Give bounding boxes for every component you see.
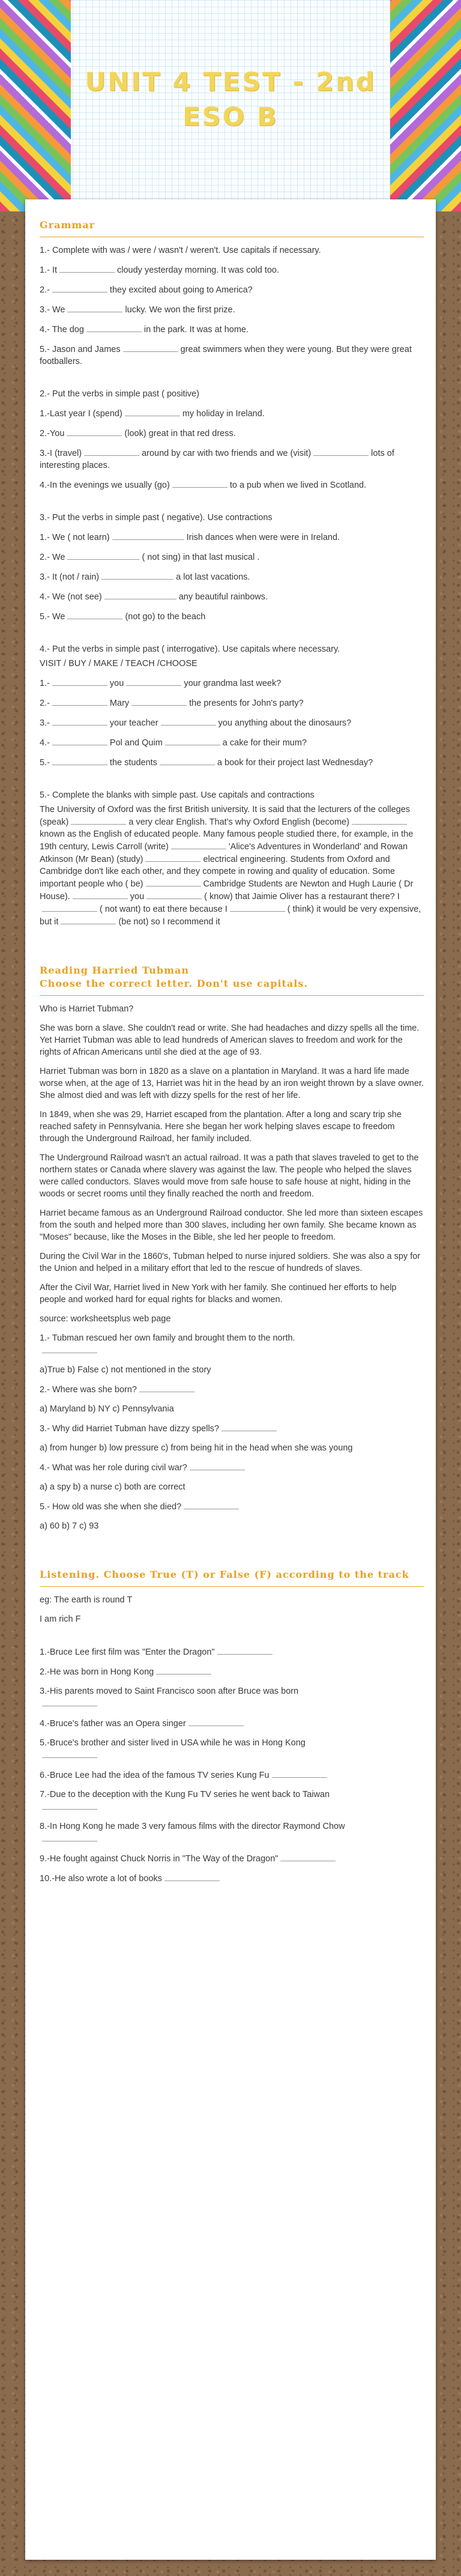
answer-blank[interactable] — [42, 1801, 97, 1810]
ex4-item: 3.- your teacher you anything about the dinosaurs? — [40, 717, 424, 729]
answer-blank[interactable] — [184, 1500, 239, 1509]
answer-blank[interactable] — [112, 531, 184, 540]
ex4-instruction: 4.- Put the verbs in simple past ( interrogative). Use capitals where necessary. — [40, 644, 340, 654]
answer-blank[interactable] — [160, 756, 215, 765]
ex3-item: 2.- We ( not sing) in that last musical . — [40, 551, 424, 563]
listening-item: 4.-Bruce's father was an Opera singer — [40, 1717, 424, 1730]
answer-blank[interactable] — [352, 816, 407, 825]
ex5-instruction: 5.- Complete the blanks with simple past. Use capitals and contractions — [40, 790, 315, 800]
answer-blank[interactable] — [171, 840, 226, 849]
ex1-item: 5.- Jason and James great swimmers when they were young. But they were great footballers. — [40, 343, 424, 368]
answer-blank[interactable] — [165, 736, 220, 745]
listening-item: 8.-In Hong Kong he made 3 very famous films with the director Raymond Chow — [40, 1820, 424, 1845]
ex1-item: 4.- The dog in the park. It was at home. — [40, 323, 424, 336]
answer-blank[interactable] — [280, 1852, 336, 1861]
answer-blank[interactable] — [52, 677, 107, 686]
reading-q5-options: a) 60 b) 7 c) 93 — [40, 1521, 99, 1531]
listening-item: 9.-He fought against Chuck Norris in "The Way of the Dragon" — [40, 1852, 424, 1865]
answer-blank[interactable] — [272, 1769, 327, 1778]
page-title: UNIT 4 TEST - 2nd ESO B — [85, 67, 376, 132]
reading-q1-options: a)True b) False c) not mentioned in the story — [40, 1365, 211, 1375]
chevron-decoration-left — [0, 0, 71, 211]
answer-blank[interactable] — [52, 736, 107, 745]
ex3-item: 5.- We (not go) to the beach — [40, 610, 424, 623]
answer-blank[interactable] — [146, 890, 202, 899]
ex2-item: 2.-You (look) great in that red dress. — [40, 427, 424, 440]
answer-blank[interactable] — [131, 697, 187, 706]
answer-blank[interactable] — [161, 717, 216, 726]
answer-blank[interactable] — [73, 890, 128, 899]
answer-blank[interactable] — [190, 1461, 245, 1470]
answer-blank[interactable] — [221, 1422, 277, 1431]
answer-blank[interactable] — [67, 427, 122, 436]
answer-blank[interactable] — [67, 551, 139, 560]
reading-paragraph: The Underground Railroad wasn't an actual railroad. It was a path that slaves traveled to get to the northern states or Canada where slavery was against the law. The people who helped the slaves were called conductors. Slaves would move from safe house to safe house at night, hiding in the woods or secret rooms until they finally reached the north and freedom. — [40, 1153, 419, 1199]
answer-blank[interactable] — [52, 283, 107, 292]
answer-blank[interactable] — [42, 1344, 97, 1353]
answer-blank[interactable] — [86, 323, 142, 332]
ex4-verbs: VISIT / BUY / MAKE / TEACH /CHOOSE — [40, 659, 197, 668]
listening-heading: Listening. Choose True (T) or False (F) according to the track — [40, 1568, 424, 1587]
answer-blank[interactable] — [230, 903, 285, 912]
answer-blank[interactable] — [67, 610, 122, 619]
answer-blank[interactable] — [59, 264, 115, 273]
answer-blank[interactable] — [42, 1697, 97, 1706]
ex3-item: 4.- We (not see) any beautiful rainbows. — [40, 590, 424, 603]
answer-blank[interactable] — [42, 1832, 97, 1841]
ex2-item: 1.-Last year I (spend) my holiday in Ireland. — [40, 407, 424, 420]
reading-paragraph: During the Civil War in the 1860's, Tubman helped to nurse injured soldiers. She was also a spy for the Union and helped in a military effort that led to the rescue of hundreds of slaves. — [40, 1252, 421, 1273]
answer-blank[interactable] — [156, 1665, 211, 1674]
answer-blank[interactable] — [188, 1717, 244, 1726]
ex5-text: The University of Oxford was the first British university. It is said that the lecturers of the colleges (speak) a very clear English. That's why Oxford English (become)known as the English of educated people. Many famous people studied there, for example, in the 19th century, Lewis Carroll (write) 'Alice's Adventures in Wonderland' and Rowan Atkinson (Mr Bean) (study) electrical engineering. Students from Oxford and Cambridge don't like each other, and they compete in rowing and quality of education. Some important people who ( be) Cambridge Students are Newton and Hugh Laurie ( Dr House). you ( know) that Jaimie Oliver has a restaurant there? I( not want) to eat there because I ( think) it would be very expensive, but it (be not) so I recommend it — [40, 805, 421, 927]
reading-q2-options: a) Maryland b) NY c) Pennsylvania — [40, 1404, 174, 1414]
ex1-item: 3.- We lucky. We won the first prize. — [40, 303, 424, 316]
listening-item: 10.-He also wrote a lot of books — [40, 1872, 424, 1885]
ex2-item: 3.-I (travel) around by car with two friends and we (visit) lots of interesting places. — [40, 447, 424, 471]
answer-blank[interactable] — [101, 571, 173, 580]
grammar-heading: Grammar — [40, 219, 424, 237]
answer-blank[interactable] — [125, 407, 180, 416]
worksheet-card — [25, 199, 436, 2560]
answer-blank[interactable] — [52, 756, 107, 765]
reading-paragraph: Harriet became famous as an Underground Railroad conductor. She led more than sixteen escapes from the south and helped more than 300 slaves, including her own family. She became known as "Moses" because, like the Moses in the Bible, she led her people to freedom. — [40, 1208, 423, 1242]
reading-heading: Reading Harried Tubman Choose the correct letter. Don't use capitals. — [40, 964, 424, 996]
answer-blank[interactable] — [52, 717, 107, 726]
reading-q4: 4.- What was her role during civil war? — [40, 1461, 424, 1474]
reading-source: source: worksheetsplus web page — [40, 1314, 171, 1324]
reading-q2: 2.- Where was she born? — [40, 1383, 424, 1396]
ex4-item: 5.- the students a book for their project last Wednesday? — [40, 756, 424, 769]
listening-example: eg: The earth is round T — [40, 1595, 133, 1605]
listening-item: 2.-He was born in Hong Kong — [40, 1665, 424, 1678]
answer-blank[interactable] — [71, 816, 126, 825]
ex4-item: 2.- Mary the presents for John's party? — [40, 697, 424, 709]
ex1-instruction: 1.- Complete with was / were / wasn't / weren't. Use capitals if necessary. — [40, 246, 321, 255]
answer-blank[interactable] — [126, 677, 181, 686]
answer-blank[interactable] — [172, 479, 227, 488]
answer-blank[interactable] — [67, 303, 122, 312]
listening-item: 7.-Due to the deception with the Kung Fu TV series he went back to Taiwan — [40, 1789, 424, 1813]
ex3-instruction: 3.- Put the verbs in simple past ( negative). Use contractions — [40, 513, 273, 523]
answer-blank[interactable] — [61, 915, 116, 924]
reading-paragraph: In 1849, when she was 29, Harriet escaped from the plantation. After a long and scary trip she reached safety in Pennsylvania. Here she began her work helping slaves escape to freedom through the Underground Railroad, her family included. — [40, 1110, 402, 1144]
reading-q3-options: a) from hunger b) low pressure c) from being hit in the head when she was young — [40, 1443, 353, 1453]
listening-item: 5.-Bruce's brother and sister lived in USA while he was in Hong Kong — [40, 1737, 424, 1762]
reading-question: Who is Harriet Tubman? — [40, 1004, 134, 1014]
reading-paragraph: She was born a slave. She couldn't read or write. She had headaches and dizzy spells all the time. Yet Harriet Tubman was able to lead hundreds of American slaves to freedom and work for the rights of African Americans until she died at the age of 93. — [40, 1023, 420, 1057]
ex2-item: 4.-In the evenings we usually (go) to a pub when we lived in Scotland. — [40, 479, 424, 491]
header-banner — [0, 0, 461, 211]
ex4-item: 4.- Pol and Quim a cake for their mum? — [40, 736, 424, 749]
listening-item: 1.-Bruce Lee first film was "Enter the Dragon" — [40, 1646, 424, 1658]
reading-paragraph: After the Civil War, Harriet lived in New York with her family. She continued her efforts to help people and worked hard for equal rights for blacks and women. — [40, 1283, 397, 1305]
answer-blank[interactable] — [42, 903, 97, 912]
ex3-item: 1.- We ( not learn) Irish dances when were were in Ireland. — [40, 531, 424, 544]
answer-blank[interactable] — [104, 590, 176, 599]
answer-blank[interactable] — [146, 877, 201, 886]
reading-q5: 5.- How old was she when she died? — [40, 1500, 424, 1513]
answer-blank[interactable] — [217, 1646, 273, 1655]
reading-q4-options: a) a spy b) a nurse c) both are correct — [40, 1482, 185, 1492]
ex4-item: 1.- you your grandma last week? — [40, 677, 424, 689]
ex2-instruction: 2.- Put the verbs in simple past ( positive) — [40, 389, 199, 399]
answer-blank[interactable] — [139, 1383, 194, 1392]
answer-blank[interactable] — [52, 697, 107, 706]
reading-q3: 3.- Why did Harriet Tubman have dizzy spells? — [40, 1422, 424, 1435]
ex1-item: 2.- they excited about going to America? — [40, 283, 424, 296]
answer-blank[interactable] — [164, 1872, 220, 1881]
answer-blank[interactable] — [123, 343, 178, 352]
chevron-decoration-right — [390, 0, 461, 211]
listening-example: I am rich F — [40, 1614, 81, 1624]
answer-blank[interactable] — [42, 1749, 97, 1758]
answer-blank[interactable] — [84, 447, 139, 456]
ex3-item: 3.- It (not / rain) a lot last vacations. — [40, 571, 424, 583]
reading-paragraph: Harriet Tubman was born in 1820 as a slave on a plantation in Maryland. It was a hard life made worse when, at the age of 13, Harriet was hit in the head by an iron weight thrown by a slave owner. She almost died and was left with dizzy spells for the rest of her life. — [40, 1067, 424, 1100]
reading-q1: 1.- Tubman rescued her own family and brought them to the north. — [40, 1332, 424, 1357]
listening-item: 3.-His parents moved to Saint Francisco soon after Bruce was born — [40, 1685, 424, 1710]
answer-blank[interactable] — [313, 447, 369, 456]
answer-blank[interactable] — [145, 853, 200, 862]
ex1-item: 1.- It cloudy yesterday morning. It was cold too. — [40, 264, 424, 276]
listening-item: 6.-Bruce Lee had the idea of the famous TV series Kung Fu — [40, 1769, 424, 1781]
